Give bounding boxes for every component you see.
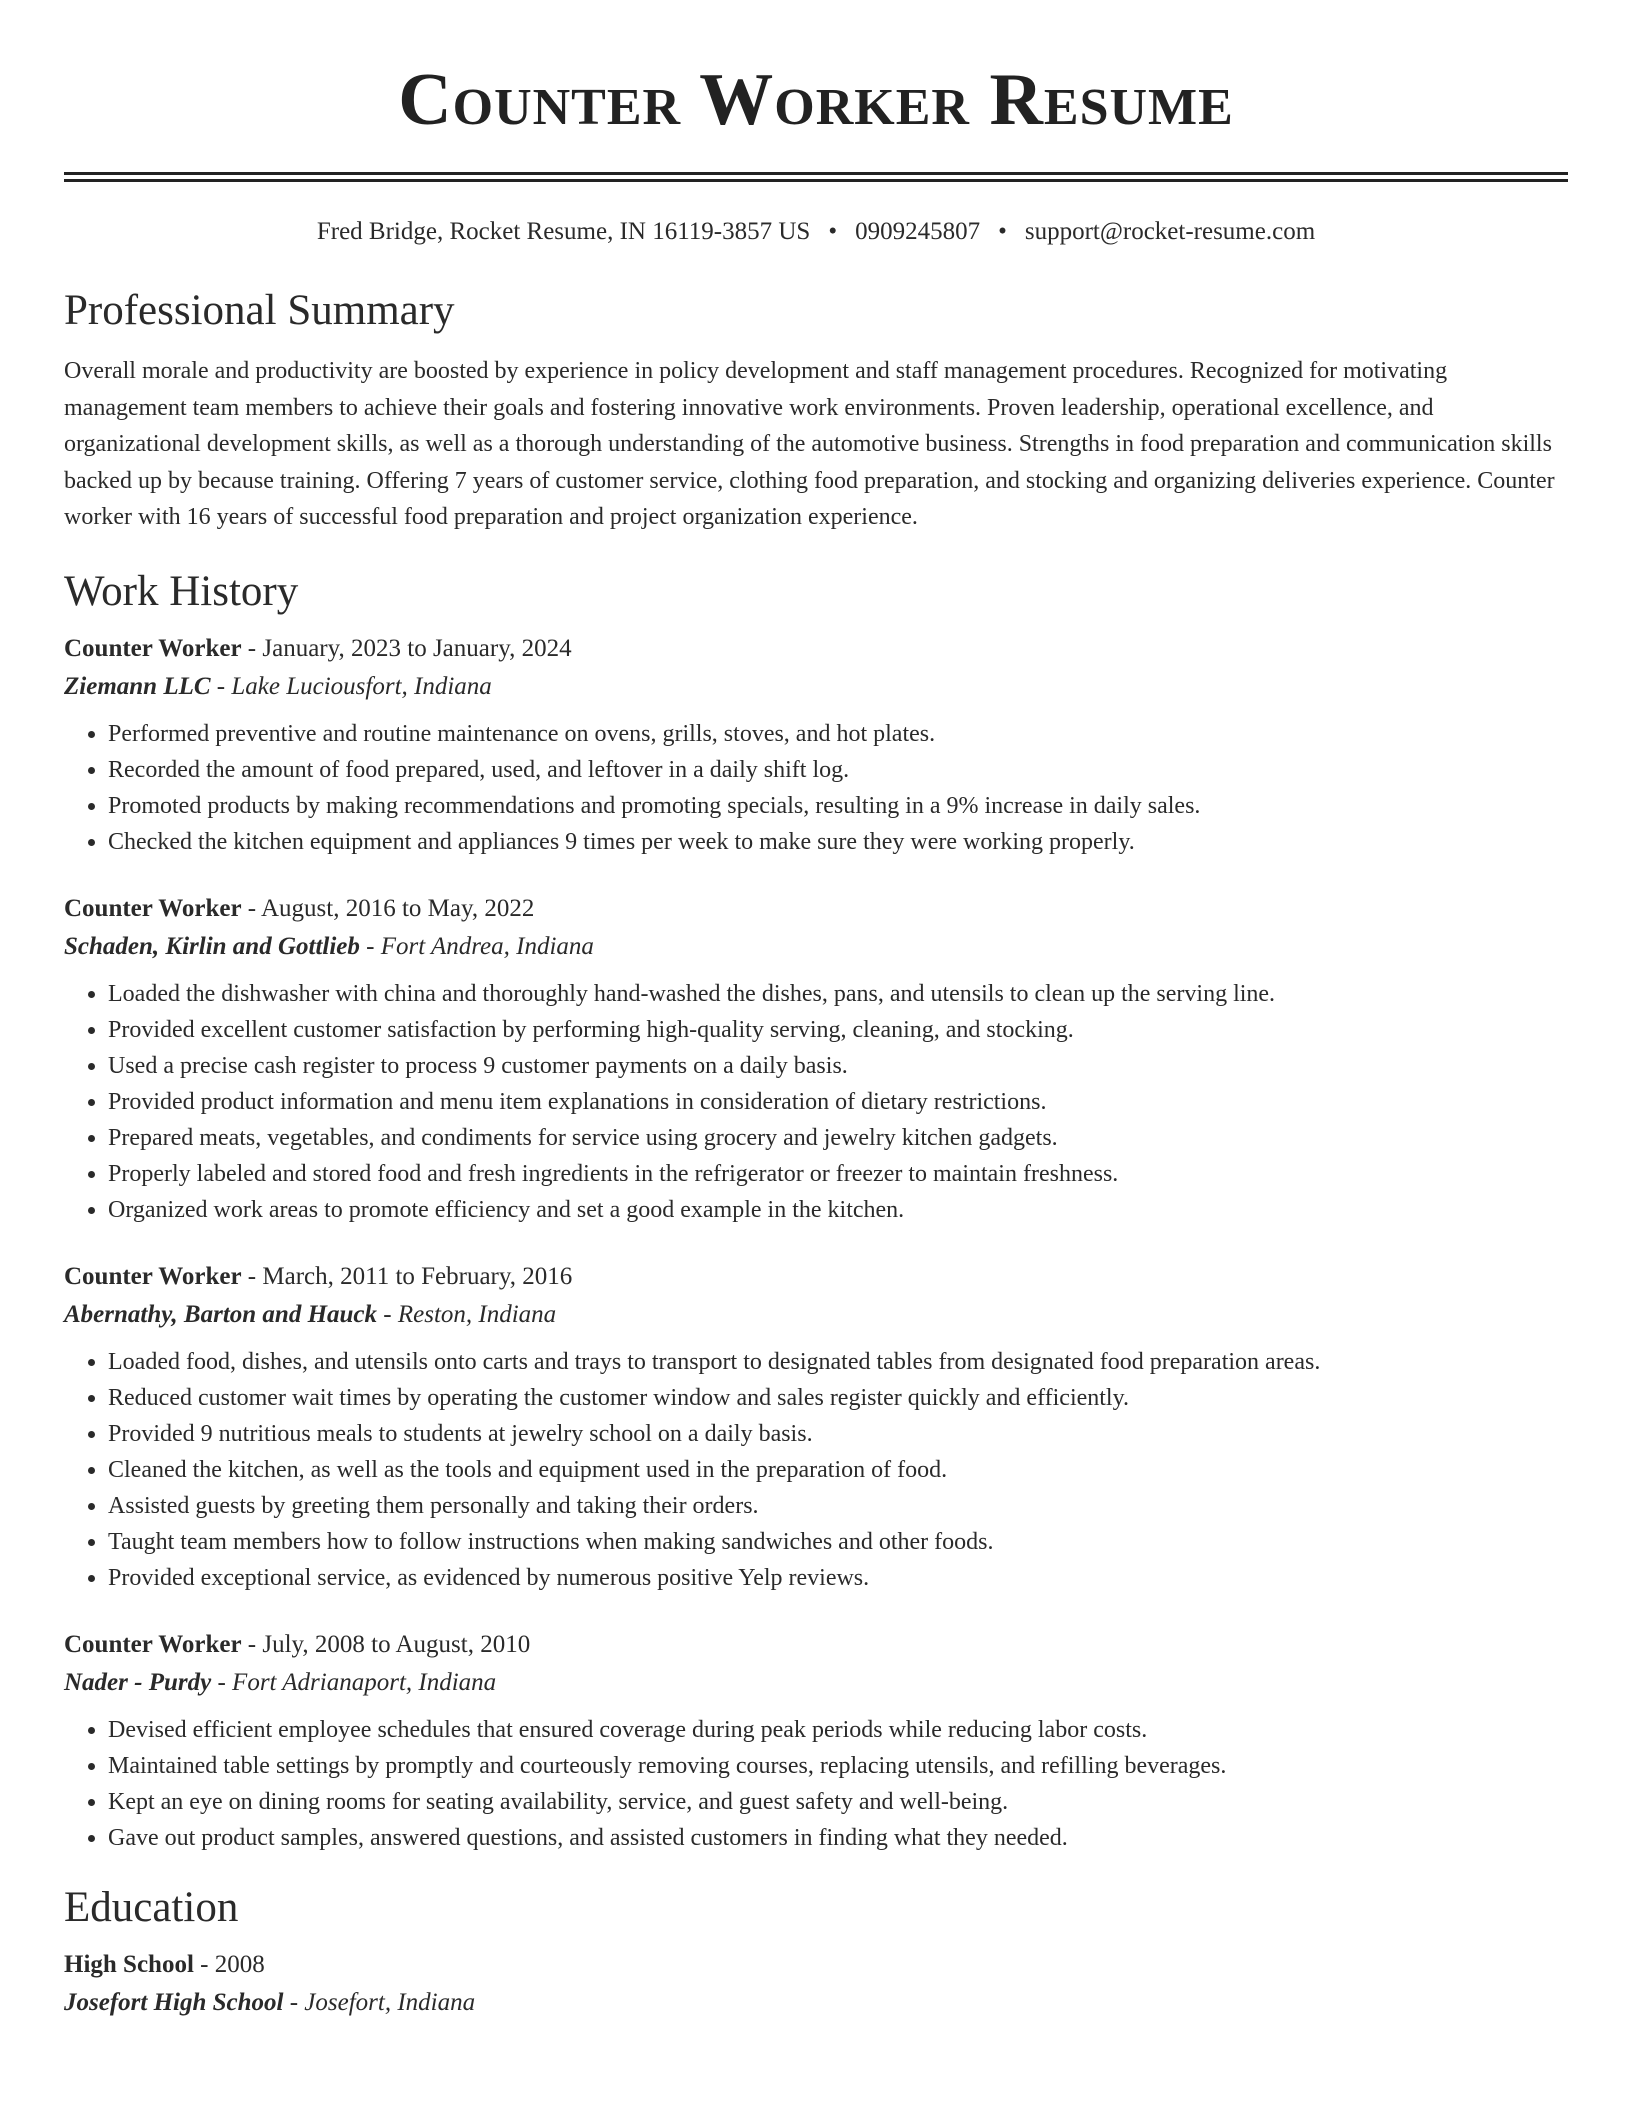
job-location: - Fort Andrea, Indiana xyxy=(359,932,594,960)
job-bullet: • Loaded food, dishes, and utensils onto carts and trays to transport to designated tables from designated food preparation areas. xyxy=(108,1344,1568,1380)
job-bullet: • Provided excellent customer satisfaction by performing high-quality serving, cleaning, and stocking. xyxy=(108,1012,1568,1048)
job-bullet: • Gave out product samples, answered questions, and assisted customers in finding what they needed. xyxy=(108,1820,1568,1856)
job-entry xyxy=(64,1626,1568,1856)
job-company-line xyxy=(64,1296,1568,1334)
job-bullet: • Kept an eye on dining rooms for seating availability, service, and guest safety and well-being. xyxy=(108,1784,1568,1820)
education-heading: Education xyxy=(64,1883,239,1931)
job-entry xyxy=(64,890,1568,1228)
work-history-list xyxy=(64,630,1568,1856)
job-dates: - July, 2008 to August, 2010 xyxy=(241,1630,531,1658)
job-bullet: • Cleaned the kitchen, as well as the tools and equipment used in the preparation of food. xyxy=(108,1452,1568,1488)
contact-line xyxy=(64,215,1568,249)
job-bullet: • Assisted guests by greeting them personally and taking their orders. xyxy=(108,1488,1568,1524)
job-bullet-list xyxy=(64,976,1568,1228)
job-bullet: • Checked the kitchen equipment and appliances 9 times per week to make sure they were working properly. xyxy=(108,824,1568,860)
work-history-heading: Work History xyxy=(64,567,299,615)
job-bullet: • Reduced customer wait times by operating the customer window and sales register quickly and efficiently. xyxy=(108,1380,1568,1416)
job-bullet: • Properly labeled and stored food and fresh ingredients in the refrigerator or freezer to maintain freshness. xyxy=(108,1156,1568,1192)
education-school: Josefort High School xyxy=(64,1988,284,2016)
job-company-line xyxy=(64,668,1568,706)
job-bullet: • Taught team members how to follow instructions when making sandwiches and other foods. xyxy=(108,1524,1568,1560)
job-title: Counter Worker xyxy=(64,634,242,662)
job-bullet-list xyxy=(64,1344,1568,1596)
job-title: Counter Worker xyxy=(64,894,242,922)
education-school-line xyxy=(64,1984,1568,2022)
job-bullet-list xyxy=(64,1712,1568,1856)
job-bullet: • Devised efficient employee schedules that ensured coverage during peak periods while reducing labor costs. xyxy=(108,1712,1568,1748)
job-bullet: • Organized work areas to promote efficiency and set a good example in the kitchen. xyxy=(108,1192,1568,1228)
job-title-line xyxy=(64,890,1568,928)
contact-phone: 0909245807 xyxy=(855,218,981,245)
contact-email: support@rocket-resume.com xyxy=(1024,218,1316,245)
job-title: Counter Worker xyxy=(64,1262,242,1290)
job-dates: - August, 2016 to May, 2022 xyxy=(241,894,535,922)
job-bullet-list xyxy=(64,716,1568,860)
job-dates: - March, 2011 to February, 2016 xyxy=(241,1262,573,1290)
job-bullet: • Provided 9 nutritious meals to students at jewelry school on a daily basis. xyxy=(108,1416,1568,1452)
job-location: - Lake Luciousfort, Indiana xyxy=(210,672,492,700)
contact-address: Fred Bridge, Rocket Resume, IN 16119-3857 US xyxy=(316,218,811,245)
education-year: - 2008 xyxy=(193,1950,265,1978)
job-company-line xyxy=(64,928,1568,966)
job-company-line xyxy=(64,1664,1568,1702)
job-title-line xyxy=(64,1626,1568,1664)
job-bullet: • Recorded the amount of food prepared, used, and leftover in a daily shift log. xyxy=(108,752,1568,788)
education-degree-line xyxy=(64,1946,1568,1984)
summary-text: Overall morale and productivity are boosted by experience in policy development and staff management procedures. Recognized for motivating management team members to achieve their goals and fostering innovative work environments. Proven leadership, operational excellence, and organizational development skills, as well as a thorough understanding of the automotive business. Strengths in food preparation and communication skills backed up by because training. Offering 7 years of customer service, clothing food preparation, and stocking and organizing deliveries experience. Counter worker with 16 years of successful food preparation and project organization experience. xyxy=(64,358,1555,530)
job-bullet: • Prepared meats, vegetables, and condiments for service using grocery and jewelry kitchen gadgets. xyxy=(108,1120,1568,1156)
job-bullet: • Loaded the dishwasher with china and thoroughly hand-washed the dishes, pans, and utensils to clean up the serving line. xyxy=(108,976,1568,1012)
education-degree: High School xyxy=(64,1950,194,1978)
job-title: Counter Worker xyxy=(64,1630,242,1658)
job-title-line xyxy=(64,1258,1568,1296)
contact-separator: • xyxy=(998,218,1007,245)
job-bullet: • Performed preventive and routine maintenance on ovens, grills, stoves, and hot plates. xyxy=(108,716,1568,752)
job-location: - Fort Adrianaport, Indiana xyxy=(211,1668,497,1696)
contact-separator: • xyxy=(828,218,838,245)
job-bullet: • Promoted products by making recommendations and promoting specials, resulting in a 9% increase in daily sales. xyxy=(108,788,1568,824)
job-location: - Reston, Indiana xyxy=(377,1300,557,1328)
job-entry xyxy=(64,1258,1568,1596)
job-company: Abernathy, Barton and Hauck xyxy=(64,1300,378,1328)
job-company: Ziemann LLC xyxy=(64,672,211,700)
job-bullet: • Maintained table settings by promptly and courteously removing courses, replacing utensils, and refilling beverages. xyxy=(108,1748,1568,1784)
resume-title: Counter Worker Resume xyxy=(398,59,1234,141)
job-company: Nader - Purdy xyxy=(64,1668,212,1696)
job-title-line xyxy=(64,630,1568,668)
job-bullet: • Provided product information and menu item explanations in consideration of dietary restrictions. xyxy=(108,1084,1568,1120)
job-company: Schaden, Kirlin and Gottlieb xyxy=(64,932,360,960)
job-bullet: • Provided exceptional service, as evidenced by numerous positive Yelp reviews. xyxy=(108,1560,1568,1596)
job-dates: - January, 2023 to January, 2024 xyxy=(241,634,572,662)
summary-heading: Professional Summary xyxy=(64,287,455,334)
job-bullet: • Used a precise cash register to process 9 customer payments on a daily basis. xyxy=(108,1048,1568,1084)
education-location: - Josefort, Indiana xyxy=(283,1988,476,2016)
job-entry xyxy=(64,630,1568,860)
title-divider xyxy=(64,172,1568,182)
